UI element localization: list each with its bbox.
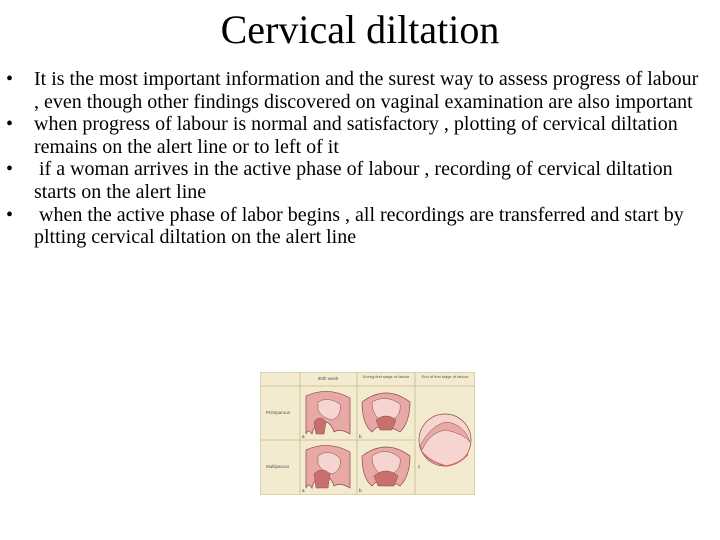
panel-label: a — [302, 488, 305, 493]
panel-label: b — [359, 434, 362, 439]
bullet-marker: • — [6, 68, 14, 90]
slide-title: Cervical diltation — [220, 7, 500, 52]
row-label: Multiparous — [266, 464, 290, 469]
bullet-item — [6, 204, 706, 249]
panel-label: b — [359, 488, 362, 493]
cervix-diagram — [260, 372, 475, 495]
bullet-item — [6, 158, 706, 203]
bullet-text: when progress of labour is normal and satisfactory , plotting of cervical diltation remains on the alert line or to left of it — [34, 113, 678, 158]
panel-label: c — [418, 464, 421, 469]
cervix-panel — [362, 393, 410, 432]
cervix-panel — [306, 445, 350, 488]
bullet-item — [6, 113, 706, 158]
bullet-text: It is the most important information and the surest way to assess progress of labour , even though other findings discovered on vaginal examination are also important — [34, 68, 699, 113]
bullet-list — [6, 68, 706, 249]
col-header: End of first stage of labour — [421, 374, 469, 379]
bullet-text: if a woman arrives in the active phase of labour , recording of cervical diltation starts on the alert line — [34, 158, 678, 203]
panel-label: a — [302, 434, 305, 439]
col-header: During first stage of labour — [362, 374, 410, 379]
row-label: Primiparous — [266, 410, 291, 415]
cervix-panel — [419, 414, 471, 466]
bullet-marker: • — [6, 158, 14, 181]
col-header: 30th week — [317, 376, 339, 381]
bullet-marker: • — [6, 113, 14, 136]
bullet-marker: • — [6, 203, 14, 226]
cervix-panel — [362, 447, 410, 486]
cervix-illustration — [260, 372, 475, 495]
bullet-item — [6, 68, 706, 113]
bullet-text: when the active phase of labor begins , all recordings are transferred and start by pltting cervical diltation on the alert line — [34, 203, 689, 249]
